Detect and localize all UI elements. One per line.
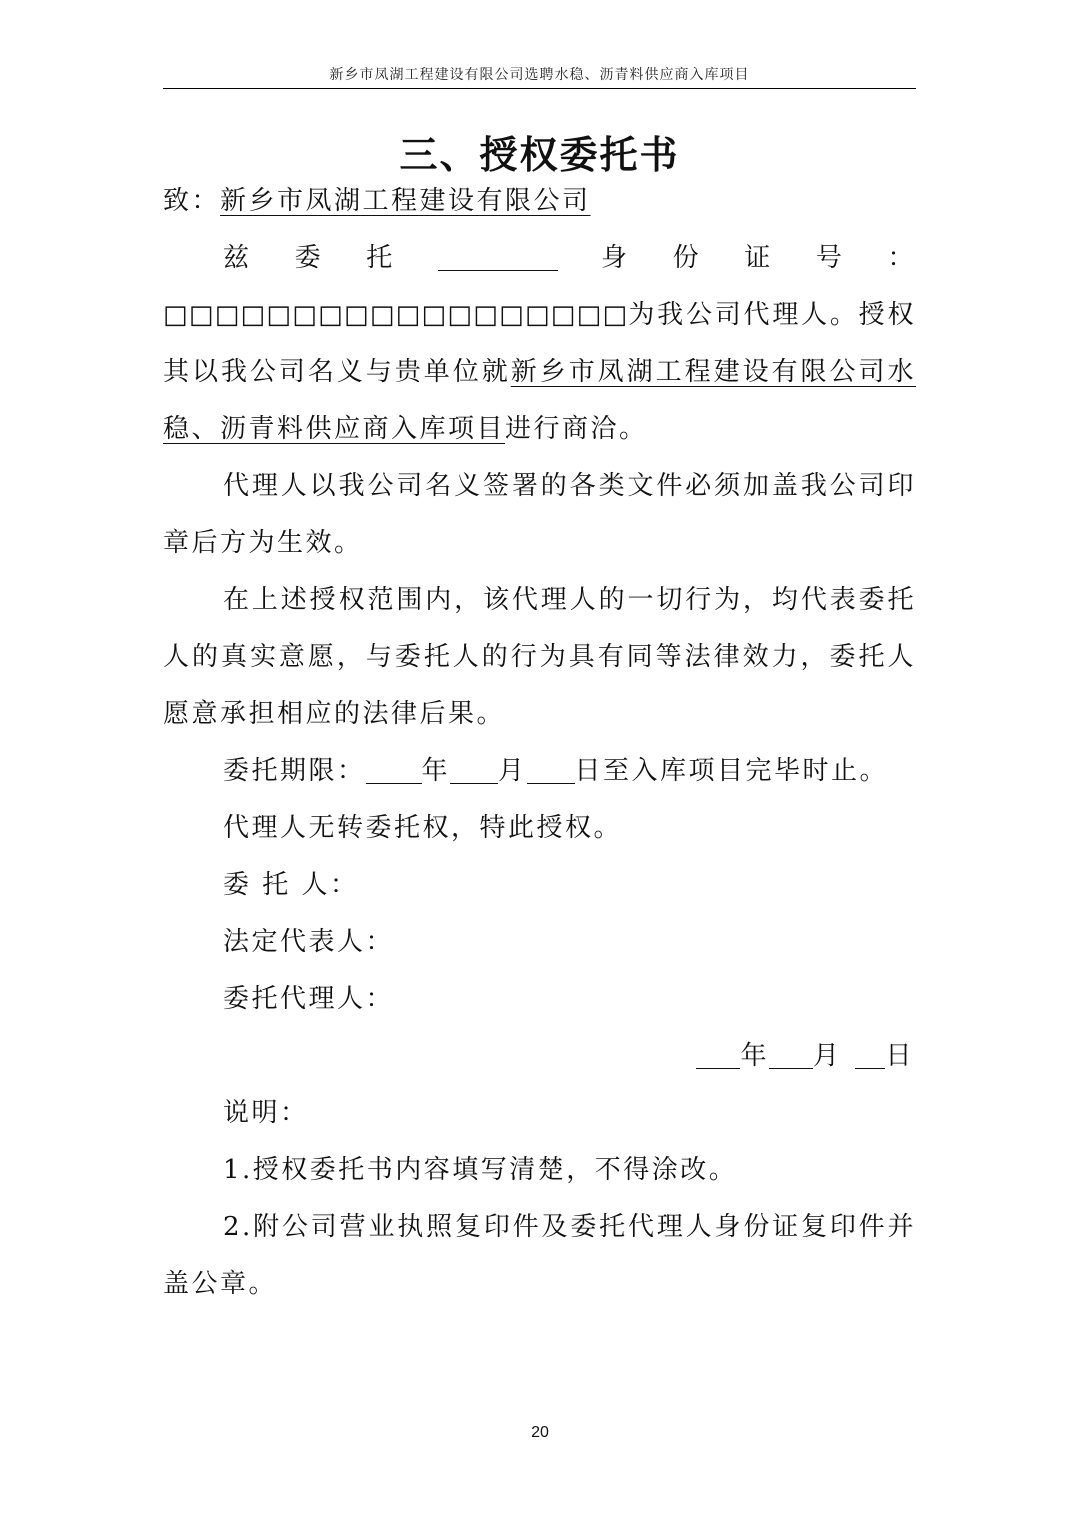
date-year-blank[interactable] — [696, 1040, 740, 1070]
term-line — [163, 743, 916, 800]
term-label: 委托期限： — [223, 756, 366, 786]
term-year-label: 年 — [421, 756, 451, 786]
date-day-blank[interactable] — [855, 1040, 885, 1070]
term-month-blank[interactable] — [450, 755, 498, 785]
id-number-boxes-cont[interactable]: □□□□□□□ — [447, 300, 629, 330]
negotiation-text: 进行商洽。 — [505, 414, 648, 444]
document-body — [163, 173, 916, 1313]
note-item: 1.授权委托书内容填写清楚，不得涂改。 — [223, 1155, 738, 1185]
principal-signature-line: 委 托 人： — [223, 870, 359, 900]
date-month-label: 月 — [812, 1041, 842, 1071]
running-header: 新乡市凤湖工程建设有限公司选聘水稳、沥青料供应商入库项目 — [329, 67, 750, 83]
document-title: 三、授权委托书 — [399, 133, 680, 177]
date-day-label: 日 — [885, 1041, 914, 1071]
term-year-blank[interactable] — [366, 755, 422, 785]
authorization-text: 为我公司代理人。授权其以我公司名义与贵单位就 — [163, 300, 916, 387]
term-suffix: 日至入库项目完毕时止。 — [574, 756, 889, 786]
date-month-blank[interactable] — [769, 1040, 813, 1070]
addressee-line — [163, 173, 916, 230]
project-name: 新乡市凤湖工程建设有限公司水稳、沥青料供应商入库项目 — [163, 357, 916, 444]
term-day-blank[interactable] — [527, 755, 575, 785]
signing-validity-paragraph: 代理人以我公司名义签署的各类文件必须加盖我公司印章后方为生效。 — [163, 471, 916, 558]
addressee-name: 新乡市凤湖工程建设有限公司 — [220, 186, 591, 216]
authorize-text: 兹委托 — [223, 243, 438, 273]
id-number-label: 身份证号： — [557, 243, 916, 273]
term-month-label: 月 — [498, 756, 527, 786]
authorization-paragraph — [163, 230, 916, 458]
id-number-boxes[interactable]: □□□□□□□□□□□ — [163, 300, 448, 330]
signature-date-line — [163, 1028, 916, 1085]
page-number: 20 — [531, 1424, 549, 1441]
notes-heading: 说明： — [223, 1098, 309, 1128]
legal-representative-line: 法定代表人： — [223, 927, 395, 957]
date-year-label: 年 — [740, 1041, 769, 1071]
agent-signature-line: 委托代理人： — [223, 984, 395, 1014]
agent-name-blank[interactable] — [438, 242, 558, 272]
header-divider — [163, 88, 916, 89]
addressee-prefix: 致： — [163, 186, 221, 216]
authority-scope-paragraph: 在上述授权范围内，该代理人的一切行为，均代表委托人的真实意愿，与委托人的行为具有同等法律效力，委托人愿意承担相应的法律后果。 — [163, 585, 916, 729]
note-item: 2.附公司营业执照复印件及委托代理人身份证复印件并盖公章。 — [163, 1212, 916, 1299]
no-transfer-statement: 代理人无转委托权，特此授权。 — [223, 813, 623, 843]
